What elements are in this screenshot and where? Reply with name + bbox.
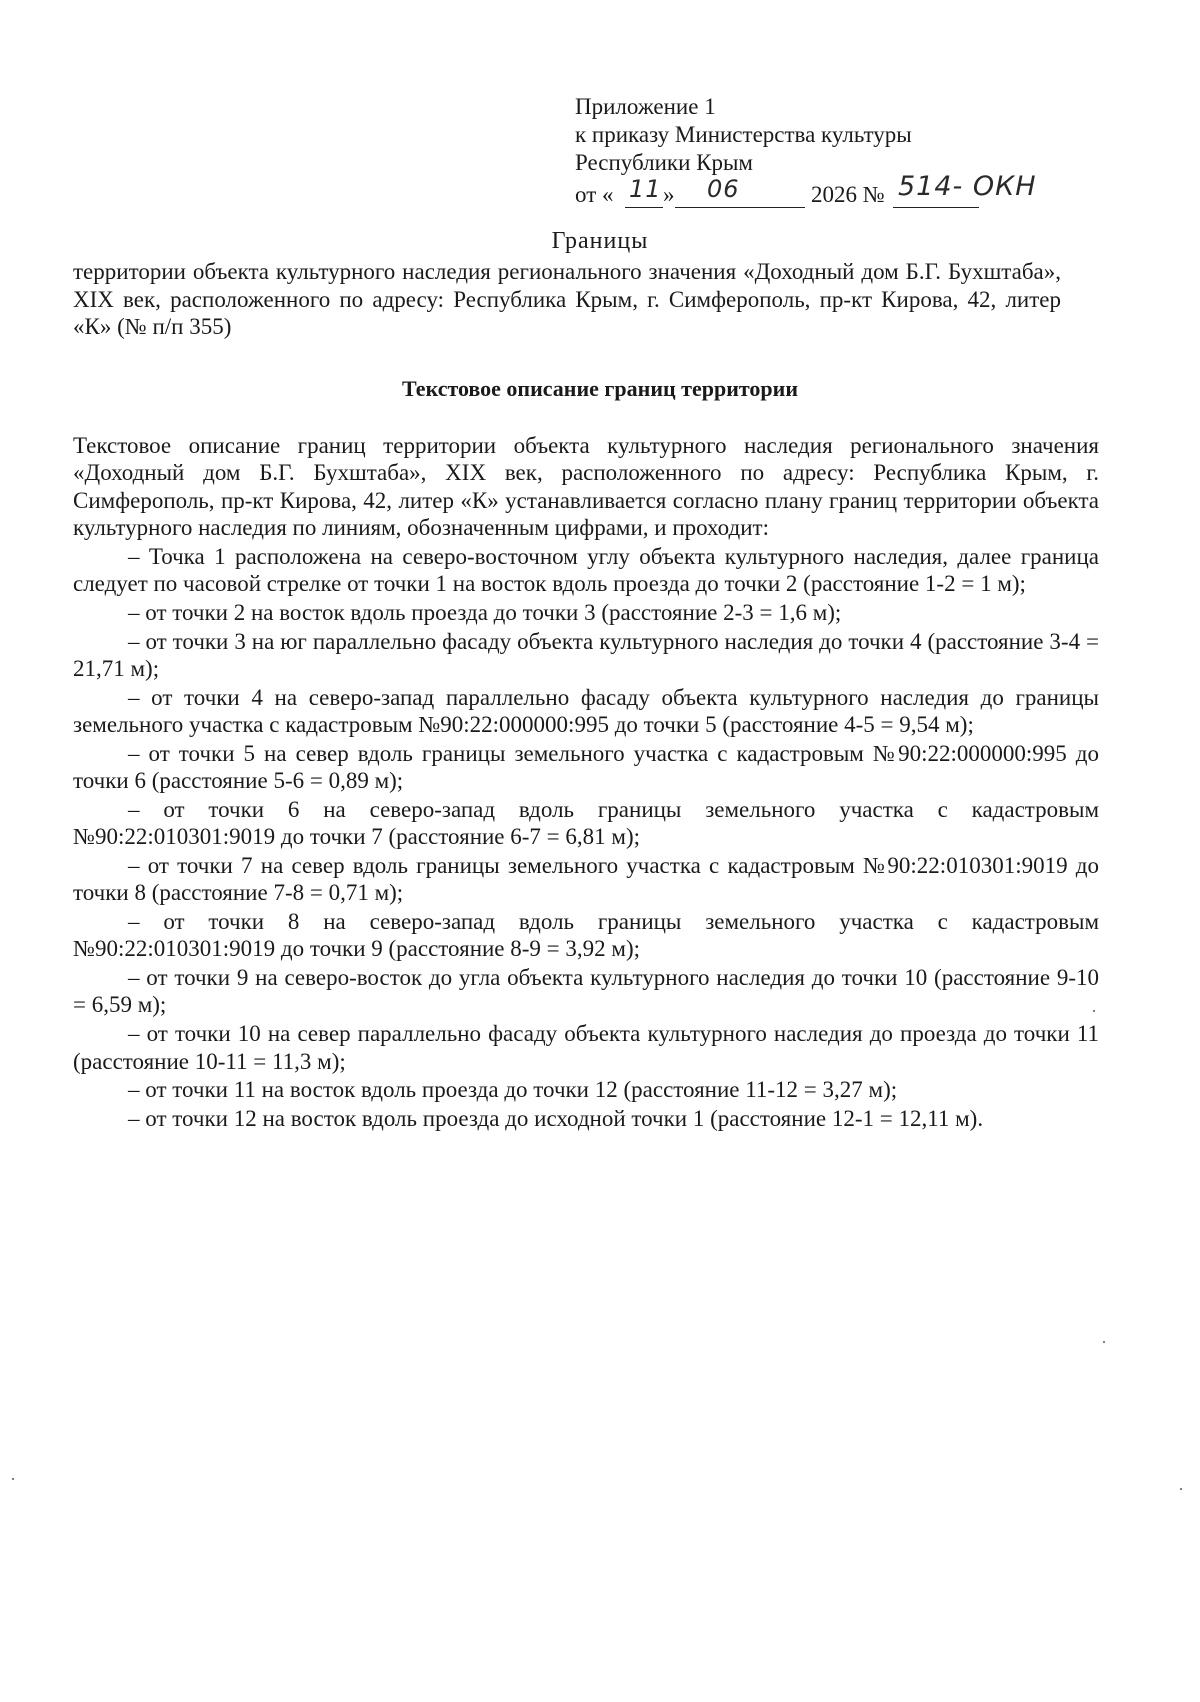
list-item: – от точки 2 на восток вдоль проезда до точки 3 (расстояние 2-3 = 1,6 м); [128,599,842,625]
month-underline [675,207,805,208]
list-item: – от точки 3 на юг параллельно фасаду объекта культурного наследия до точки 4 (расстояние 3-4 = 21,71 м); [73,628,1099,681]
document-title: Границы [551,228,649,254]
handwritten-month: 06 [707,175,740,203]
year-number-label: 2026 № [811,182,885,207]
date-mid: » [663,182,675,207]
document-body [73,432,1099,1134]
order-date-line [575,171,1095,213]
list-item: – от точки 9 на северо-восток до угла объекта культурного наследия до точки 10 (расстояние 9-10 = 6,59 м); [73,965,1099,1018]
appendix-line-1: Приложение 1 [575,94,716,119]
list-item: – от точки 8 на северо-запад вдоль границы земельного участка с кадастровым №90:22:010301:9019 до точки 9 (расстояние 8-9 = 3,92 м); [73,909,1099,962]
list-item: – Точка 1 расположена на северо-восточном углу объекта культурного наследия, далее граница следует по часовой стрелке от точки 1 на восток вдоль проезда до точки 2 (расстояние 1-2 = 1 м); [73,543,1099,596]
document-subtitle: территории объекта культурного наследия регионального значения «Доходный дом Б.Г. Бухштаба», XIX век, расположенного по адресу: Республика Крым, г. Симферополь, пр-кт Кирова, 42, литер «К» (№ п/п 355) [73,259,1061,339]
scan-speck [1093,1010,1095,1012]
list-item: – от точки 4 на северо-запад параллельно фасаду объекта культурного наследия до границы земельного участка с кадастровым №90:22:000000:995 до точки 5 (расстояние 4-5 = 9,54 м); [73,684,1099,737]
appendix-line-2: к приказу Министерства культуры [575,122,912,147]
scan-speck [1180,1488,1182,1490]
handwritten-order-number: 514- ОКН [898,171,1037,202]
section-title: Текстовое описание границ территории [401,376,799,401]
list-item: – от точки 11 на восток вдоль проезда до точки 12 (расстояние 11-12 = 3,27 м); [128,1077,898,1103]
intro-paragraph: Текстовое описание границ территории объекта культурного наследия регионального значения «Доходный дом Б.Г. Бухштаба», XIX век, расположенного по адресу: Республика Крым, г. Симферополь, пр-кт Кирова, 42, литер «К» устанавливается согласно плану границ территории объекта культурного наследия по линиям, обозначенным цифрами, и проходит: [73,433,1099,540]
order-number-underline [893,207,979,208]
handwritten-day: 11 [629,175,662,203]
list-item: – от точки 7 на север вдоль границы земельного участка с кадастровым №90:22:010301:9019 до точки 8 (расстояние 7-8 = 0,71 м); [73,852,1099,906]
scan-speck [12,1478,14,1480]
list-item: – от точки 5 на север вдоль границы земельного участка с кадастровым №90:22:000000:995 до точки 6 (расстояние 5-6 = 0,89 м); [73,740,1099,794]
scan-speck [1103,1341,1105,1343]
appendix-header [575,93,1095,213]
list-item: – от точки 6 на северо-запад вдоль границы земельного участка с кадастровым №90:22:010301:9019 до точки 7 (расстояние 6-7 = 6,81 м); [73,796,1099,850]
date-prefix: от « [575,182,614,207]
appendix-line-3: Республики Крым [575,150,753,175]
list-item: – от точки 12 на восток вдоль проезда до исходной точки 1 (расстояние 12-1 = 12,11 м). [128,1106,984,1132]
list-item: – от точки 10 на север параллельно фасаду объекта культурного наследия до проезда до точки 11 (расстояние 10-11 = 11,3 м); [73,1021,1099,1074]
day-underline [625,207,663,208]
